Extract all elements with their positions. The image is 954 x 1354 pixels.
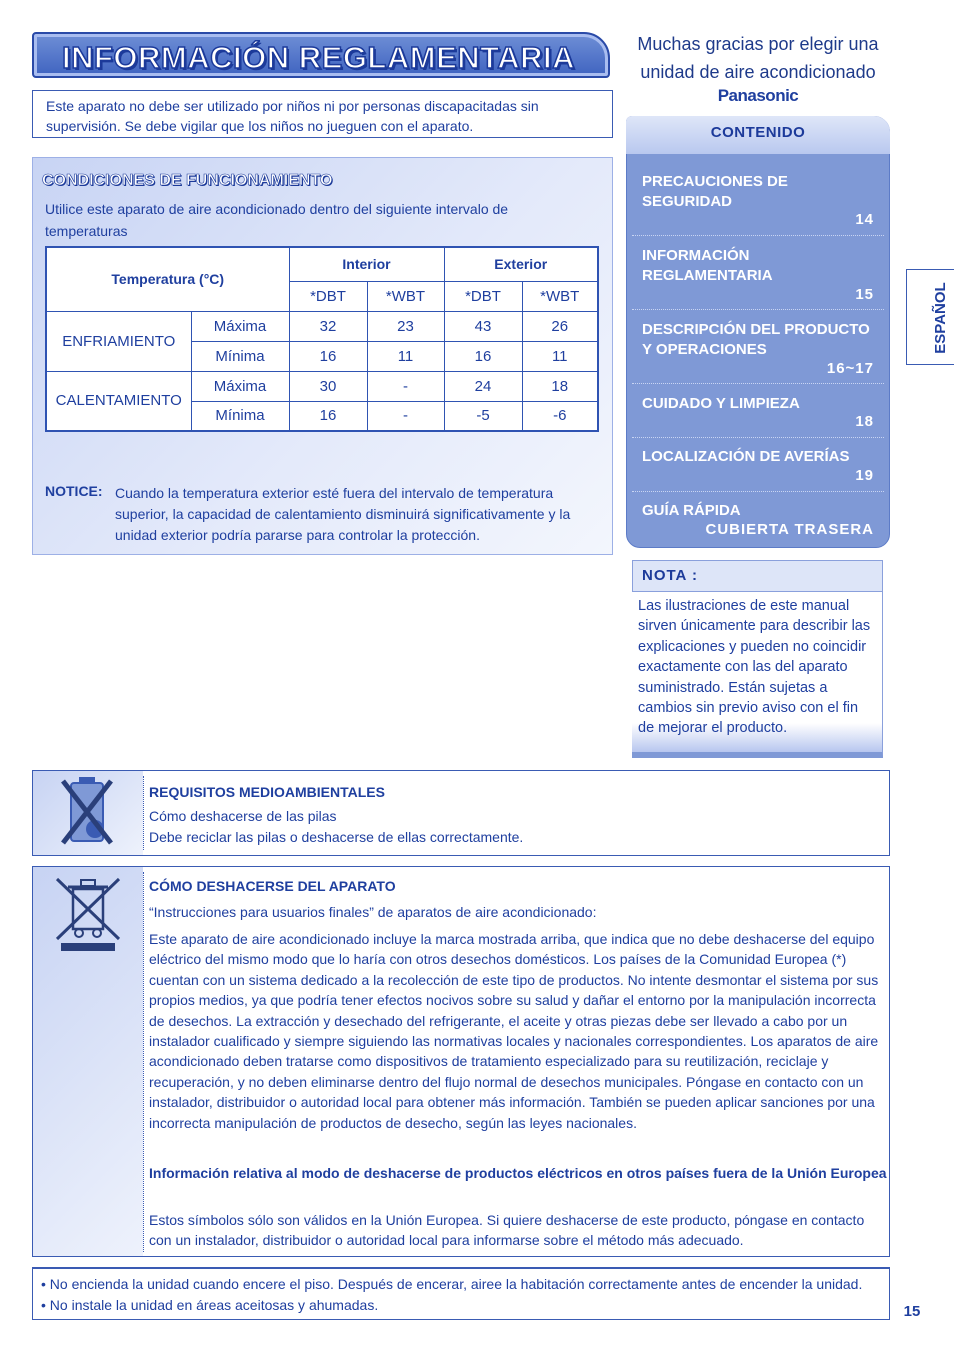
toc-item-safety[interactable] xyxy=(642,172,882,212)
toc-item-troubleshooting[interactable] xyxy=(642,447,882,467)
table-row xyxy=(46,311,598,341)
environment-line-2: Debe reciclar las pilas o deshacerse de ellas correctamente. xyxy=(149,829,524,845)
interior-wbt-header: *WBT xyxy=(367,281,444,311)
toc-item-label: CUIDADO Y LIMPIEZA xyxy=(642,395,800,412)
toc-divider xyxy=(632,491,884,492)
value-cell: 23 xyxy=(367,311,444,341)
weee-icon-area xyxy=(33,867,143,1256)
value-cell: 11 xyxy=(367,341,444,371)
level-cell: Máxima xyxy=(191,311,289,341)
disposal-subtitle: “Instrucciones para usuarios finales” de aparatos de aire acondicionado: xyxy=(149,904,597,920)
temperature-table xyxy=(45,246,599,432)
section-divider xyxy=(143,776,144,850)
temperature-header: Temperatura (°C) xyxy=(46,247,289,311)
disposal-body: Este aparato de aire acondicionado incluye la marca mostrada arriba, que indica que no debe deshacerse del equipo eléctrico del mismo modo que lo haría con otros desechos domésticos. Los países de la Comunidad Europea (*) cuentan con un sistema dedicado a la recolección de este tipo de productos. No intente desmontar el sistema por sus propios medios, ya que podría tener efectos nocivos sobre su salud y dañar el entorno por la manipulación incorrecta de desechos. La extracción y desechado del refrigerante, el aceite y otras piezas debe ser llevado a cabo por un instalador cualificado y siempre siguiendo las normativas locales y nacionales correspondientes. Los aparatos de aire acondicionado deben tratarse como dispositivos de tratamiento especializado para su reutilización, reciclaje y recuperación, y no deben eliminarse dentro del flujo normal de desechos municipales. Póngase en contacto con un instalador, distribuidor o autoridad local para obtener más información. También se pueden aplicar sanciones por una incorrecta manipulación de productos de desecho, según las leyes nacionales. xyxy=(149,931,879,1131)
crossed-bin-icon xyxy=(33,867,143,967)
notice-label: NOTICE: xyxy=(45,483,103,499)
contents-title: CONTENIDO xyxy=(710,124,806,141)
toc-divider xyxy=(632,383,884,384)
toc-page-number: 15 xyxy=(855,286,874,303)
bottom-note: • No encienda la unidad cuando encere el piso. Después de encerar, airee la habitación correctamente antes de encender la unidad. xyxy=(41,1276,863,1292)
toc-item-care-cleaning[interactable] xyxy=(642,394,882,414)
value-cell: 18 xyxy=(522,371,598,401)
toc-item-label: SEGURIDAD xyxy=(642,193,733,210)
table-row xyxy=(46,371,598,401)
toc-item-label: LOCALIZACIÓN DE AVERÍAS xyxy=(642,448,850,465)
disposal-body-2: Estos símbolos sólo son válidos en la Unión Europea. Si quiere deshacerse de este producto, póngase en contacto con un instalador, distribuidor o autoridad local para informarse sobre el método más adecuado. xyxy=(149,1212,865,1249)
toc-divider xyxy=(632,309,884,310)
toc-item-regulatory[interactable] xyxy=(642,246,882,286)
interior-dbt-header: *DBT xyxy=(289,281,367,311)
bottom-note: • No instale la unidad en áreas aceitosas y ahumadas. xyxy=(41,1296,379,1313)
exterior-dbt-header: *DBT xyxy=(444,281,522,311)
toc-item-quick-guide[interactable] xyxy=(642,501,882,521)
value-cell: - xyxy=(367,401,444,431)
value-cell: 16 xyxy=(289,341,367,371)
page-number: 15 xyxy=(903,1303,921,1320)
mode-cell: CALENTAMIENTO xyxy=(46,371,191,431)
thanks-line-1: Muchas gracias por elegir una xyxy=(637,34,879,54)
value-cell: 43 xyxy=(444,311,522,341)
value-cell: 24 xyxy=(444,371,522,401)
bottom-notes-box xyxy=(32,1267,890,1320)
exterior-wbt-header: *WBT xyxy=(522,281,598,311)
toc-item-label: INFORMACIÓN xyxy=(642,247,750,264)
level-cell: Mínima xyxy=(191,401,289,431)
operating-conditions-intro: Utilice este aparato de aire acondicionado dentro del siguiente intervalo de temperaturas xyxy=(45,201,509,239)
toc-page-number: 16~17 xyxy=(826,360,874,377)
level-cell: Máxima xyxy=(191,371,289,401)
mode-cell: ENFRIAMIENTO xyxy=(46,311,191,371)
level-cell: Mínima xyxy=(191,341,289,371)
section-divider xyxy=(143,872,144,1252)
toc-item-label: GUÍA RÁPIDA xyxy=(642,502,741,519)
value-cell: 30 xyxy=(289,371,367,401)
battery-icon-area xyxy=(33,771,143,855)
value-cell: 32 xyxy=(289,311,367,341)
environment-line-1: Cómo deshacerse de las pilas xyxy=(149,808,337,824)
toc-item-label: PRECAUCIONES DE xyxy=(642,173,788,190)
value-cell: 16 xyxy=(444,341,522,371)
toc-page-number: CUBIERTA TRASERA xyxy=(705,521,874,538)
exterior-header: Exterior xyxy=(444,247,598,281)
language-tab xyxy=(906,269,954,365)
value-cell: - xyxy=(367,371,444,401)
toc-page-number: 18 xyxy=(855,413,874,430)
thanks-line-2: unidad de aire acondicionado xyxy=(640,62,876,82)
language-label: ESPAÑOL xyxy=(932,282,949,354)
toc-page-number: 14 xyxy=(855,211,874,228)
value-cell: 11 xyxy=(522,341,598,371)
value-cell: 26 xyxy=(522,311,598,341)
toc-divider xyxy=(632,235,884,236)
environment-heading: REQUISITOS MEDIOAMBIENTALES xyxy=(149,784,385,800)
crossed-battery-icon xyxy=(33,771,143,855)
brand-logo: Panasonic xyxy=(717,86,799,105)
toc-divider xyxy=(632,437,884,438)
toc-page-number: 19 xyxy=(855,467,874,484)
nota-text: Las ilustraciones de este manual sirven únicamente para describir las explicaciones y pueden no coincidir exactamente con las del aparato suministrado. Están sujetas a cambios sin previo aviso con el fin de mejorar el producto. xyxy=(638,598,871,737)
value-cell: -6 xyxy=(522,401,598,431)
toc-item-label: REGLAMENTARIA xyxy=(642,267,773,284)
value-cell: -5 xyxy=(444,401,522,431)
interior-header: Interior xyxy=(289,247,444,281)
title-banner xyxy=(32,32,610,78)
thanks-message xyxy=(626,30,890,86)
toc-item-label: DESCRIPCIÓN DEL PRODUCTO xyxy=(642,321,870,338)
value-cell: 16 xyxy=(289,401,367,431)
toc-item-label: Y OPERACIONES xyxy=(642,341,767,358)
child-warning-box: Este aparato no debe ser utilizado por niños ni por personas discapacitadas sin supervisión. Se debe vigilar que los niños no jueguen con el aparato. xyxy=(32,90,613,138)
nota-title: NOTA : xyxy=(642,567,698,584)
page-title: INFORMACIÓN REGLAMENTARIA xyxy=(62,40,576,75)
toc-item-product-description[interactable] xyxy=(642,320,882,360)
operating-conditions-heading: CONDICIONES DE FUNCIONAMIENTO xyxy=(42,172,333,189)
disposal-heading: CÓMO DESHACERSE DEL APARATO xyxy=(149,878,396,894)
disposal-subheading: Información relativa al modo de deshacerse de productos eléctricos en otros países fuera de la Unión Europea xyxy=(149,1165,887,1181)
notice-text: Cuando la temperatura exterior esté fuera del intervalo de temperatura superior, la capacidad de calentamiento disminuirá significativamente y la unidad exterior podría pararse para controlar la protección. xyxy=(115,485,571,543)
